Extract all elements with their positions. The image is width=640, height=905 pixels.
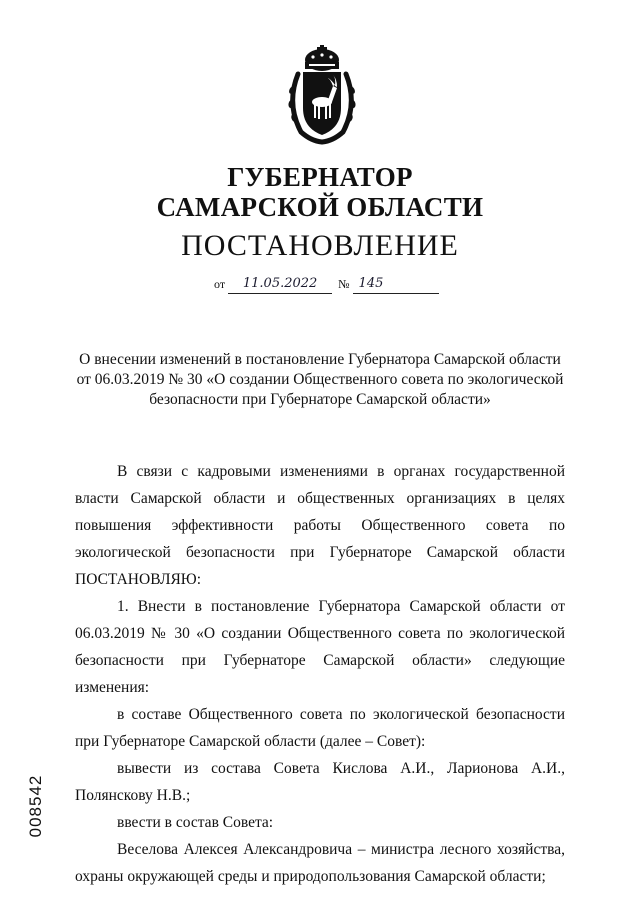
document-number: 145 [353, 275, 439, 294]
paragraph-add-members: ввести в состав Совета: [117, 814, 274, 831]
subject-line-3: безопасности при Губернаторе Самарской области» [149, 391, 491, 408]
paragraph-council-composition: в составе Общественного совета по экологической безопасности при Губернаторе Самарской области (далее – Совет): [75, 706, 565, 750]
date-number-line [214, 274, 439, 294]
paragraph-member-veselov: Веселова Алексея Александровича – министра лесного хозяйства, охраны окружающей среды и природопользования Самарской области; [75, 841, 565, 885]
registration-stamp [11, 771, 61, 841]
document-body [75, 458, 565, 890]
coat-of-arms-icon [283, 44, 361, 146]
paragraph-item-1: 1. Внести в постановление Губернатора Самарской области от 06.03.2019 № 30 «О создании Общественного совета по экологической безопасности при Губернаторе Самарской области» следующие изменения: [75, 598, 565, 696]
org-title-line2: САМАРСКОЙ ОБЛАСТИ [156, 192, 484, 222]
number-prefix: № [338, 277, 350, 291]
subject-line-1: О внесении изменений в постановление Губернатора Самарской области [79, 351, 561, 368]
date-prefix: от [214, 277, 226, 291]
document-type-title: ПОСТАНОВЛЕНИЕ [181, 229, 459, 262]
paragraph-remove-members: вывести из состава Совета Кислова А.И., Ларионова А.И., Полянскову Н.В.; [75, 760, 565, 804]
document-date: 11.05.2022 [228, 275, 332, 294]
org-title-line1: ГУБЕРНАТОР [227, 162, 413, 192]
paragraph-preamble: В связи с кадровыми изменениями в органах государственной власти Самарской области и общественных организациях в целях повышения эффективности работы Общественного совета по экологической безопасности при Губернаторе Самарской области ПОСТАНОВЛЯЮ: [75, 463, 565, 588]
subject-line-2: от 06.03.2019 № 30 «О создании Общественного совета по экологической [76, 371, 564, 388]
registration-number: 008542 [26, 774, 45, 838]
document-subject [60, 350, 580, 410]
